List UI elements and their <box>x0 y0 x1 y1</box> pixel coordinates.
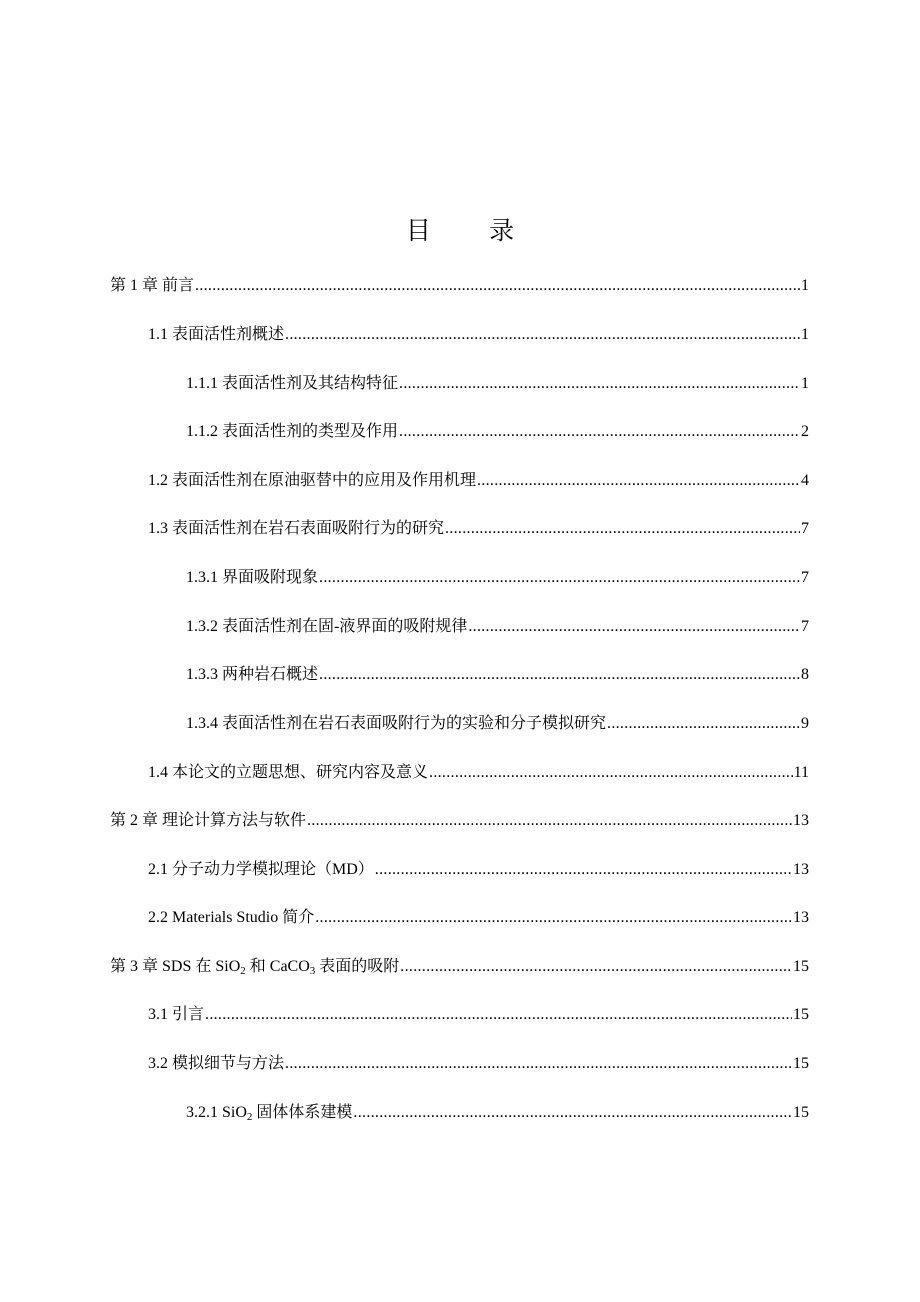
toc-entry-1-1-2[interactable] <box>186 420 809 444</box>
toc-entry-label <box>186 1101 352 1125</box>
toc-entry-1-3[interactable] <box>148 517 809 541</box>
toc-entry-label: 第 1 章 前言 <box>110 277 195 294</box>
page-title: 目 录 <box>405 218 541 245</box>
toc-entry-page: 9 <box>801 715 809 732</box>
toc-entry-page: 15 <box>793 1055 809 1072</box>
toc-entry-page: 1 <box>801 326 809 343</box>
leader-dots <box>319 663 800 687</box>
toc-entry-label: 1.3.2 表面活性剂在固-液界面的吸附规律 <box>186 618 468 635</box>
leader-dots <box>285 1052 792 1076</box>
label-text: 和 CaCO <box>245 958 310 975</box>
toc-entry-page: 4 <box>801 472 809 489</box>
subscript: 2 <box>240 965 246 977</box>
toc-entry-label: 2.2 Materials Studio 简介 <box>148 909 315 926</box>
toc-entry-3-1[interactable] <box>148 1003 809 1027</box>
toc-entry-1-3-1[interactable] <box>186 566 809 590</box>
toc-entry-1-3-3[interactable] <box>186 663 809 687</box>
toc-entry-label: 1.1 表面活性剂概述 <box>148 326 285 343</box>
toc-entry-page: 15 <box>793 1006 809 1023</box>
leader-dots <box>445 517 800 541</box>
leader-dots <box>205 1003 792 1027</box>
toc-entry-1-2[interactable] <box>148 469 809 493</box>
label-text: 3.2.1 SiO <box>186 1104 247 1121</box>
leader-dots <box>315 906 792 930</box>
toc-entry-page: 7 <box>801 618 809 635</box>
leader-dots <box>307 809 792 833</box>
toc-entry-page: 15 <box>793 1104 809 1121</box>
toc-entry-page: 11 <box>793 764 809 781</box>
toc-entry-2-2[interactable] <box>148 906 809 930</box>
toc-entry-page: 7 <box>801 520 809 537</box>
toc-entry-page: 13 <box>793 812 809 829</box>
toc-entry-label: 1.2 表面活性剂在原油驱替中的应用及作用机理 <box>148 472 477 489</box>
toc-entry-label: 1.4 本论文的立题思想、研究内容及意义 <box>148 764 429 781</box>
toc-entry-1-1-1[interactable] <box>186 372 809 396</box>
toc-entry-label: 3.1 引言 <box>148 1006 205 1023</box>
toc-entry-1-1[interactable] <box>148 323 809 347</box>
toc-entry-page: 13 <box>793 909 809 926</box>
toc-entry-chapter-2[interactable] <box>110 809 809 833</box>
toc-entry-page: 15 <box>793 958 809 975</box>
leader-dots <box>399 372 800 396</box>
toc-entry-label <box>110 955 399 979</box>
label-text: 固体体系建模 <box>252 1104 353 1121</box>
toc-entry-3-2[interactable] <box>148 1052 809 1076</box>
subscript: 2 <box>246 1111 253 1123</box>
leader-dots <box>477 469 800 493</box>
leader-dots <box>468 615 800 639</box>
leader-dots <box>400 955 792 979</box>
leader-dots <box>195 274 800 298</box>
leader-dots <box>375 858 792 882</box>
toc-entry-label: 2.1 分子动力学模拟理论（MD） <box>148 861 374 878</box>
leader-dots <box>319 566 800 590</box>
toc-entry-label: 1.1.1 表面活性剂及其结构特征 <box>186 375 399 392</box>
toc-entry-label: 1.3.4 表面活性剂在岩石表面吸附行为的实验和分子模拟研究 <box>186 715 607 732</box>
toc-entry-chapter-3[interactable] <box>110 955 809 979</box>
toc-entry-label: 1.3.1 界面吸附现象 <box>186 569 319 586</box>
toc-entry-page: 1 <box>801 375 809 392</box>
toc-entry-label: 1.3.3 两种岩石概述 <box>186 666 319 683</box>
toc-entry-page: 13 <box>793 861 809 878</box>
toc-entry-page: 8 <box>801 666 809 683</box>
toc-entry-label: 第 2 章 理论计算方法与软件 <box>110 812 307 829</box>
toc-entry-1-4[interactable] <box>148 761 809 785</box>
leader-dots <box>353 1101 792 1125</box>
label-text: 表面的吸附 <box>315 958 400 975</box>
leader-dots <box>607 712 800 736</box>
toc-entry-2-1[interactable] <box>148 858 809 882</box>
toc-entry-label: 1.3 表面活性剂在岩石表面吸附行为的研究 <box>148 520 445 537</box>
leader-dots <box>285 323 800 347</box>
toc-entry-page: 1 <box>801 277 809 294</box>
toc-entry-label: 3.2 模拟细节与方法 <box>148 1055 285 1072</box>
leader-dots <box>429 761 793 785</box>
toc-entry-page: 7 <box>801 569 809 586</box>
toc-entry-1-3-2[interactable] <box>186 615 809 639</box>
toc-entry-3-2-1[interactable] <box>186 1101 809 1125</box>
label-text: 第 3 章 SDS 在 SiO <box>110 958 241 975</box>
toc-entry-label: 1.1.2 表面活性剂的类型及作用 <box>186 423 399 440</box>
toc-entry-page: 2 <box>801 423 809 440</box>
leader-dots <box>399 420 800 444</box>
toc-entry-1-3-4[interactable] <box>186 712 809 736</box>
toc-entry-chapter-1[interactable] <box>110 274 809 298</box>
subscript: 3 <box>309 965 316 977</box>
